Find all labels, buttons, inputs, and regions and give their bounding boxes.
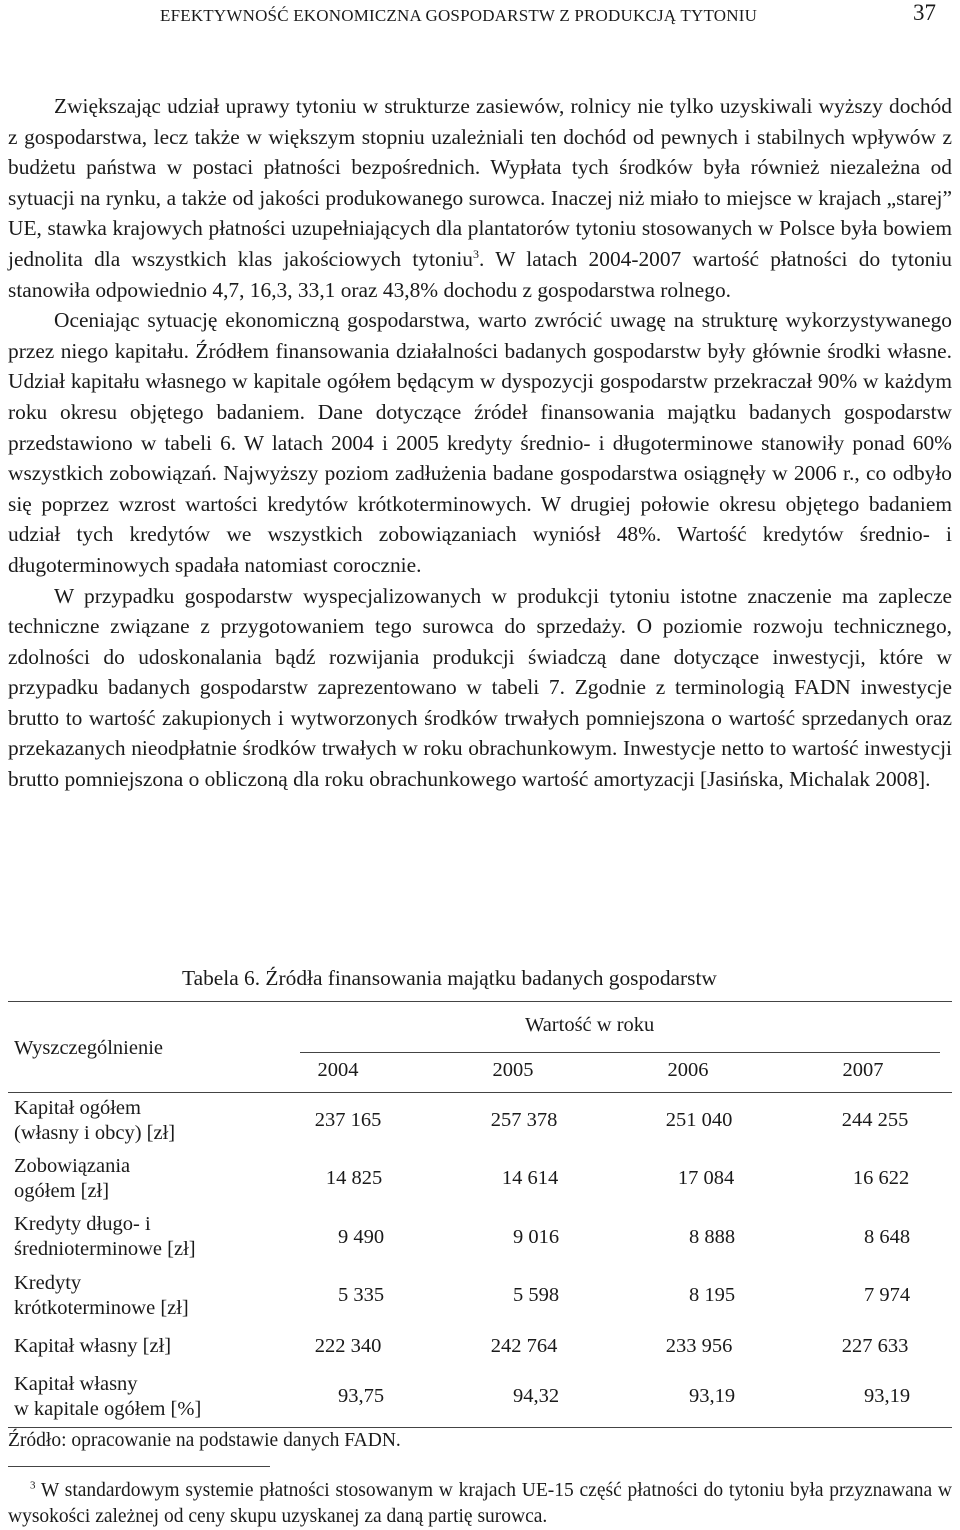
- year-2005: 2005: [492, 1059, 534, 1081]
- table-cell: 93,19: [688, 1385, 736, 1407]
- table-cell: 5 598: [512, 1284, 560, 1306]
- footnote-ref: 3: [472, 246, 479, 261]
- paragraph-1: [8, 91, 952, 305]
- header-bottom-rule: [8, 1092, 952, 1093]
- footnote-text: W standardowym systemie płatności stosowanym w krajach UE-15 część płatności do tytoniu była przyznawana w wysokości zależnej od ceny skupu uzyskanej za daną partię surowca.: [8, 1480, 952, 1527]
- table-cell: 5 335: [337, 1284, 385, 1306]
- year-2006: 2006: [667, 1059, 709, 1081]
- table-source: Źródło: opracowanie na podstawie danych FADN.: [8, 1430, 401, 1451]
- table-cell: 8 648: [863, 1226, 911, 1248]
- table-cell: 244 255: [841, 1109, 909, 1131]
- footnote-marker: 3: [30, 1479, 36, 1492]
- row-label: Kapitał ogółem (własny i obcy) [zł]: [14, 1097, 176, 1144]
- table-cell: 8 888: [688, 1226, 736, 1248]
- footnote-rule: [8, 1466, 270, 1467]
- table-cell: 14 825: [325, 1167, 383, 1189]
- running-header: [0, 0, 960, 30]
- table-cell: 93,75: [337, 1385, 385, 1407]
- table-cell: 17 084: [677, 1167, 735, 1189]
- table-cell: 251 040: [665, 1109, 733, 1131]
- table-cell: 257 378: [490, 1109, 558, 1131]
- table-top-rule: [8, 1001, 952, 1002]
- table-cell: 93,19: [863, 1385, 911, 1407]
- row-label: Kapitał własny [zł]: [14, 1335, 172, 1357]
- table-cell: 227 633: [841, 1335, 909, 1357]
- year-header-rule: [300, 1052, 940, 1053]
- body-text: [8, 91, 952, 795]
- table-caption: Tabela 6. Źródła finansowania majątku badanych gospodarstw: [182, 966, 717, 990]
- row-label: Zobowiązania ogółem [zł]: [14, 1155, 131, 1202]
- year-2007: 2007: [842, 1059, 884, 1081]
- row-label: Kredyty krótkoterminowe [zł]: [14, 1272, 189, 1319]
- table-cell: 14 614: [501, 1167, 559, 1189]
- table-cell: 9 016: [512, 1226, 560, 1248]
- col-header-value: Wartość w roku: [525, 1014, 655, 1036]
- table-cell: 233 956: [665, 1335, 733, 1357]
- table-cell: 94,32: [512, 1385, 560, 1407]
- footnote: [8, 1478, 952, 1530]
- year-2004: 2004: [317, 1059, 359, 1081]
- table-cell: 8 195: [688, 1284, 736, 1306]
- row-label: Kredyty długo- i średnioterminowe [zł]: [14, 1213, 196, 1260]
- paragraph-3: W przypadku gospodarstw wyspecjalizowanych w produkcji tytoniu istotne znaczenie ma zaplecze techniczne związane z przygotowaniem tego surowca do sprzedaży. O poziomie rozwoju technicznego, zdolności do udoskonalania bądź rozwijania produkcji świadczą dane dotyczące inwestycji, które w przypadku badanych gospodarstw zaprezentowano w tabeli 7. Zgodnie z terminologią FADN inwestycje brutto to wartość zakupionych i wytworzonych środków trwałych pomniejszona o wartość sprzedanych oraz przekazanych nieodpłatnie środków trwałych w roku obrachunkowym. Inwestycje netto to wartość inwestycji brutto pomniejszona o obliczoną dla roku obrachunkowego wartość amortyzacji [Jasińska, Michalak 2008].: [8, 583, 952, 792]
- table-cell: 237 165: [314, 1109, 382, 1131]
- table-cell: 222 340: [314, 1335, 382, 1357]
- row-label: Kapitał własny w kapitale ogółem [%]: [14, 1373, 202, 1420]
- paragraph-1-text-cont: . W latach 2004-2007 wartość płatności do tytoniu stanowiła odpowiednio 4,7, 16,3, 33,1 oraz 43,8% dochodu z gospodarstwa rolnego.: [8, 246, 952, 302]
- running-title: EFEKTYWNOŚĆ EKONOMICZNA GOSPODARSTW Z PRODUKCJĄ TYTONIU: [160, 6, 758, 25]
- table-cell: 7 974: [863, 1284, 911, 1306]
- table-cell: 9 490: [337, 1226, 385, 1248]
- table-bottom-rule: [8, 1427, 952, 1428]
- table-cell: 242 764: [490, 1335, 558, 1357]
- page-number: 37: [913, 0, 936, 25]
- col-header-label: Wyszczególnienie: [14, 1037, 164, 1059]
- table-cell: 16 622: [852, 1167, 910, 1189]
- paragraph-1-text: Zwiększając udział uprawy tytoniu w strukturze zasiewów, rolnicy nie tylko uzyskiwali wyższy dochód z gospodarstwa, lecz także w większym stopniu uzależniali ten dochód od pewnych i stabilnych wpływów z budżetu państwa w postaci płatności bezpośrednich. Wypłata tych środków była również niezależna od sytuacji na rynku, a także od jakości produkowanego surowca. Inaczej niż miało to miejsce w krajach „starej” UE, stawka krajowych płatności uzupełniających dla plantatorów tytoniu stosowanych w Polsce była bowiem jednolita dla wszystkich klas jakościowych tytoniu: [8, 94, 952, 271]
- paragraph-2: Oceniając sytuację ekonomiczną gospodarstwa, warto zwrócić uwagę na strukturę wykorzystywanego przez niego kapitału. Źródłem finansowania działalności badanych gospodarstw były głównie środki własne. Udział kapitału własnego w kapitale ogółem będącym w dyspozycji gospodarstw przekraczał 90% w każdym roku okresu objętego badaniem. Dane dotyczące źródeł finansowania majątku badanych gospodarstw przedstawiono w tabeli 6. W latach 2004 i 2005 kredyty średnio- i długoterminowe stanowiły ponad 60% wszystkich zobowiązań. Najwyższy poziom zadłużenia badane gospodarstwa osiągnęły w 2006 r., co odbyło się poprzez wzrost wartości kredytów krótkoterminowych. W drugiej połowie okresu objętego badaniem udział tych kredytów we wszystkich zobowiązaniach wyniósł 48%. Wartość kredytów średnio- i długoterminowych spadała natomiast corocznie.: [8, 308, 952, 577]
